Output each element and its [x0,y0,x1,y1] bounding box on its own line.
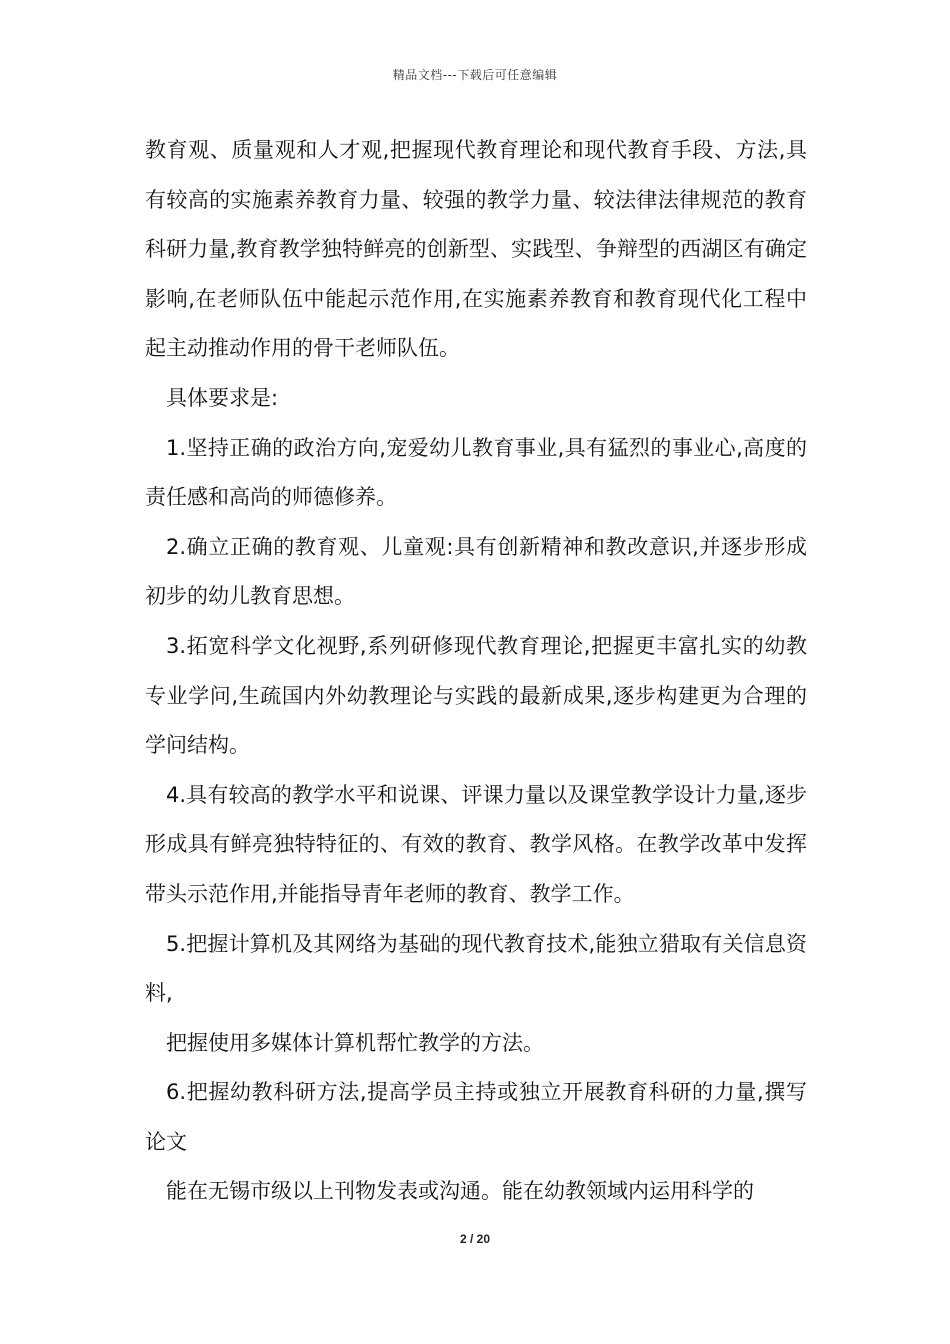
paragraph: 把握使用多媒体计算机帮忙教学的方法。 [166,1030,544,1055]
paragraph: 具体要求是: [166,385,279,410]
paragraph: 5.把握计算机及其网络为基础的现代教育技术,能独立猎取有关信息资料, [145,931,807,1006]
paragraph: 2.确立正确的教育观、儿童观:具有创新精神和教改意识,并逐步形成初步的幼儿教育思想。 [145,534,807,609]
paragraph: 6.把握幼教科研方法,提高学员主持或独立开展教育科研的力量,撰写论文 [145,1080,807,1154]
paragraph: 3.拓宽科学文化视野,系列研修现代教育理论,把握更丰富扎实的幼教专业学问,生疏国内外幼教理论与实践的最新成果,逐步构建更为合理的学问结构。 [145,633,807,758]
paragraph: 4.具有较高的教学水平和说课、评课力量以及课堂教学设计力量,逐步形成具有鲜亮独特特征的、有效的教育、教学风格。在教学改革中发挥带头示范作用,并能指导青年老师的教育、教学工作。 [145,782,807,906]
paragraph: 1.坚持正确的政治方向,宠爱幼儿教育事业,具有猛烈的事业心,高度的责任感和高尚的师德修养。 [145,435,807,510]
paragraph: 教育观、质量观和人才观,把握现代教育理论和现代教育手段、方法,具有较高的实施素养教育力量、较强的教学力量、较法律法律规范的教育科研力量,教育教学独特鲜亮的创新型、实践型、争辩型的西湖区有确定影响,在老师队伍中能起示范作用,在实施素养教育和教育现代化工程中起主动推动作用的骨干老师队伍。 [145,138,807,361]
document-body [145,126,807,1217]
page-number: 2 / 20 [459,1232,491,1246]
paragraph: 能在无锡市级以上刊物发表或沟通。能在幼教领域内运用科学的 [166,1179,754,1204]
page-header: 精品文档---下载后可任意编辑 [392,68,558,82]
